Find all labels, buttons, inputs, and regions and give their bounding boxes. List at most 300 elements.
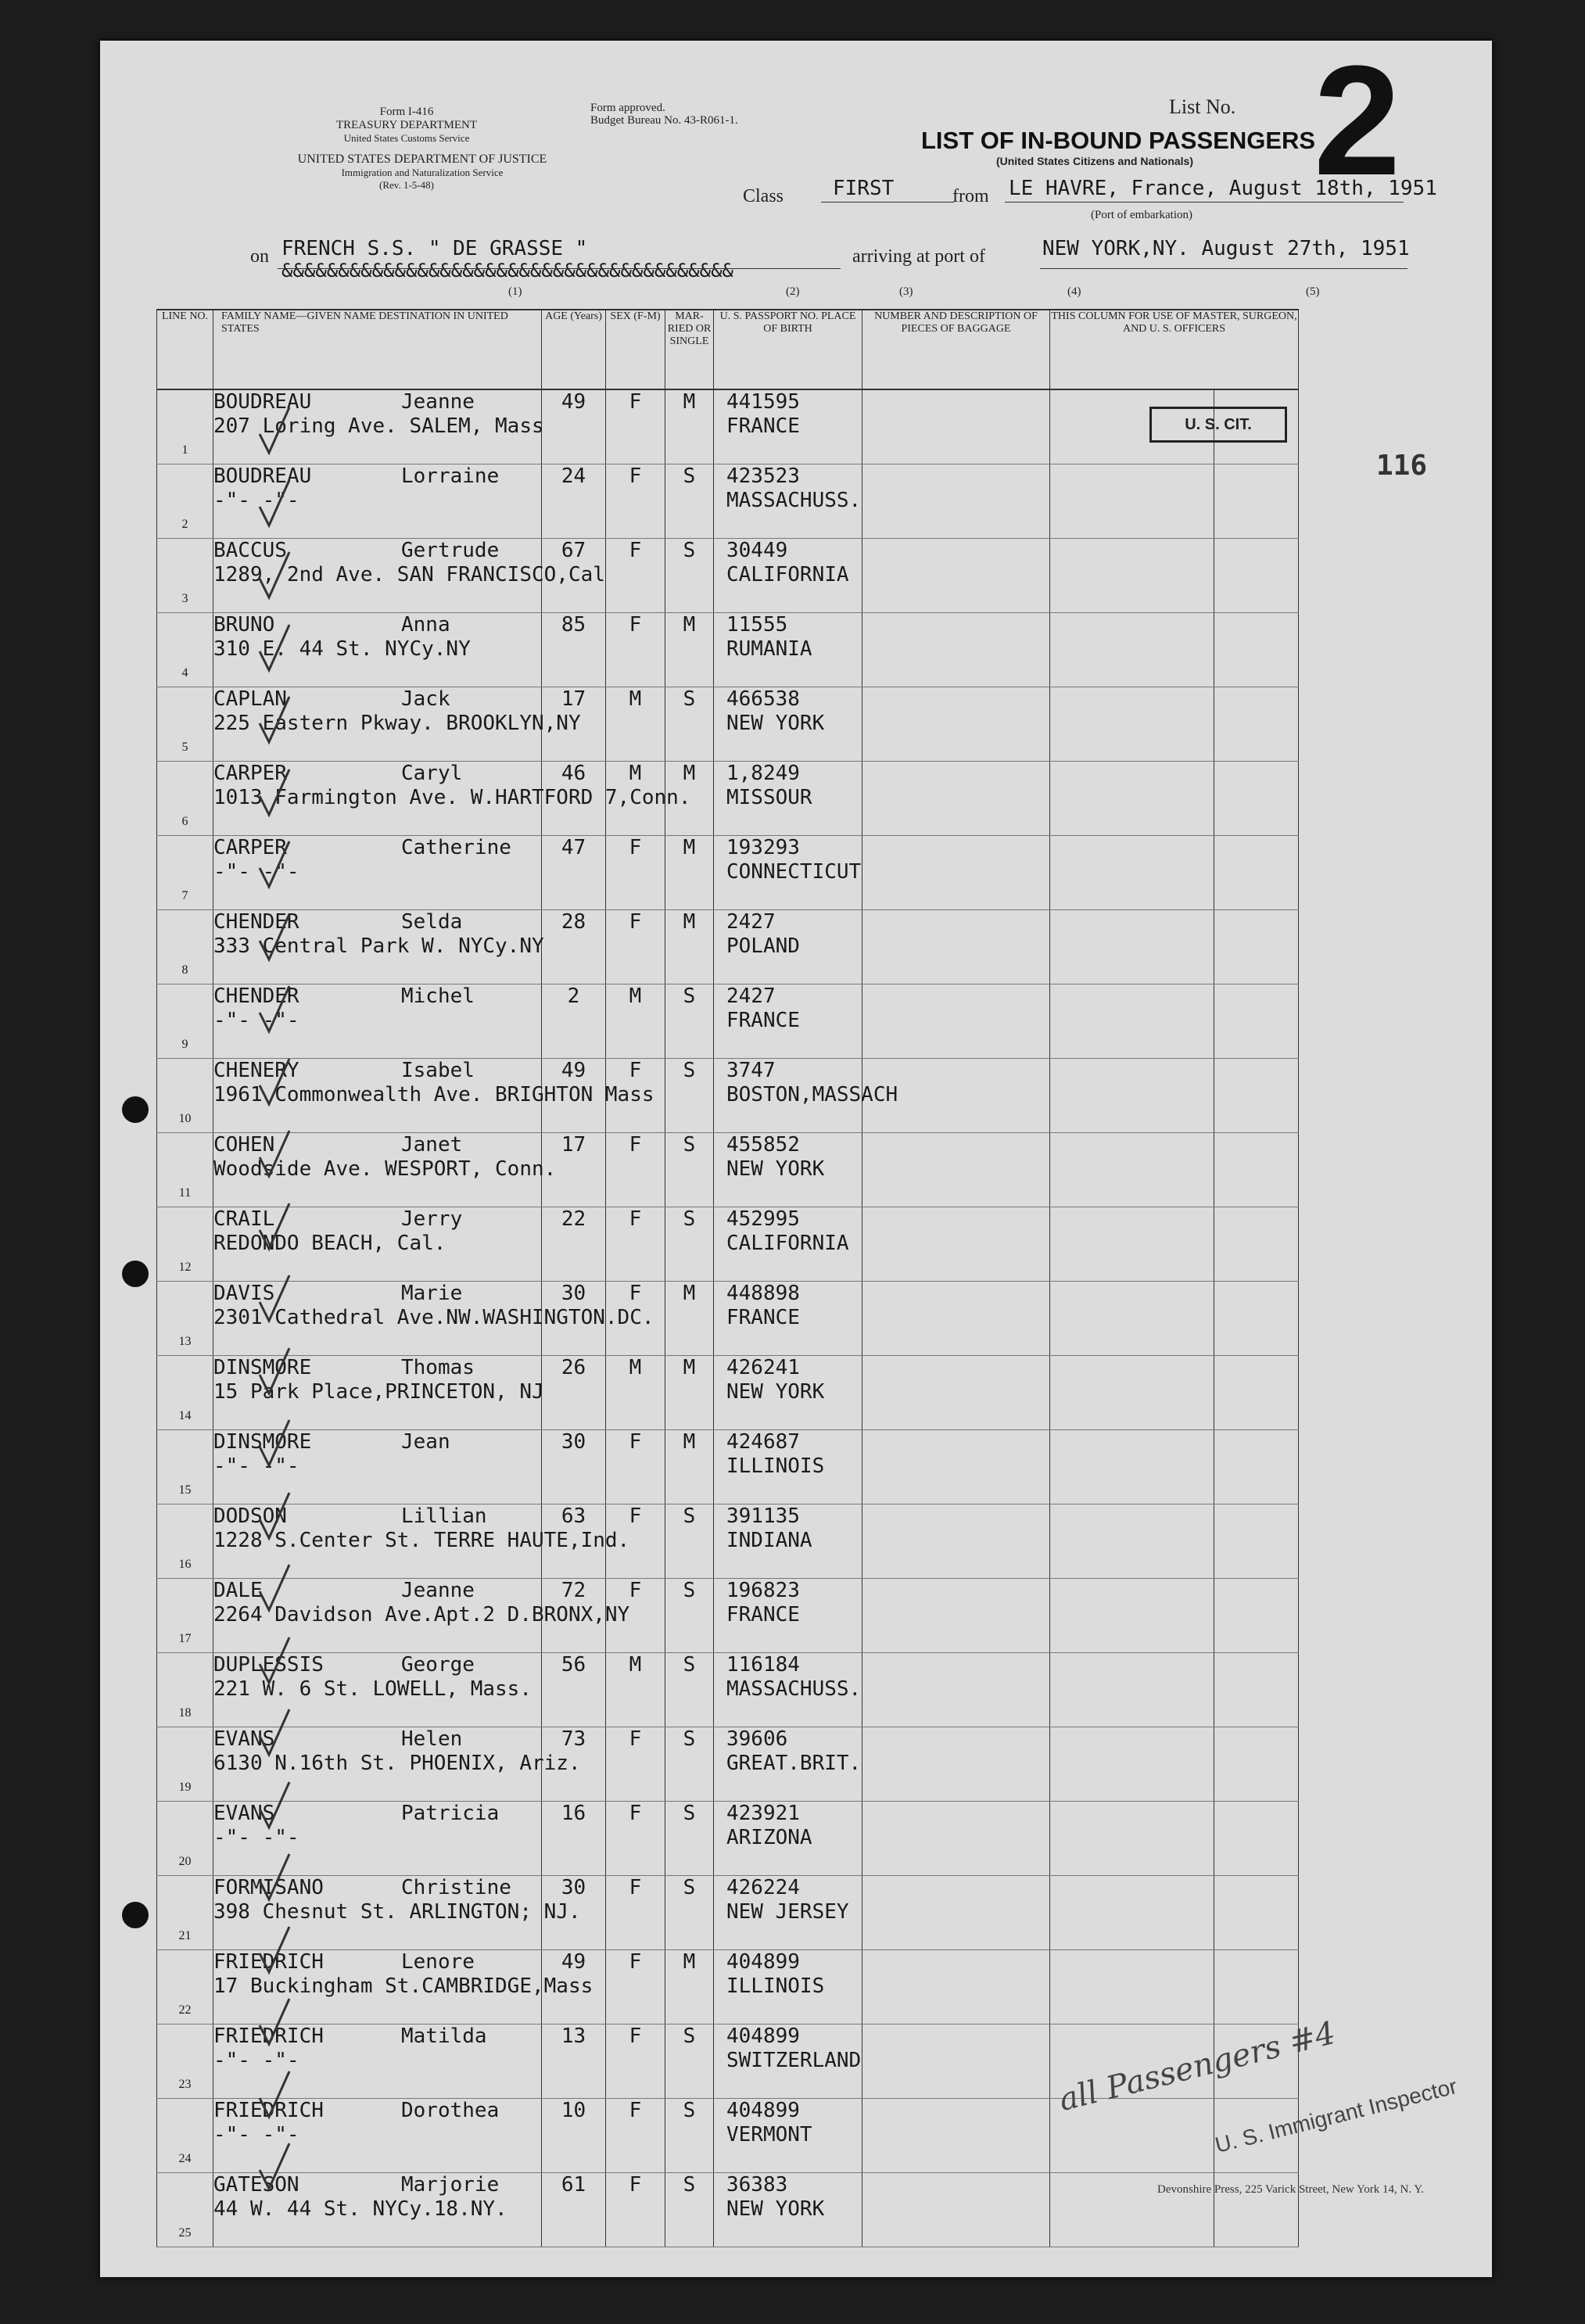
line-number: 10 (178, 1112, 192, 1125)
place-of-birth: NEW YORK (726, 2197, 825, 2221)
passport-number: 36383 (726, 2173, 788, 2197)
sex: F (629, 539, 642, 562)
list-number: 2 (1314, 34, 1401, 208)
line-number: 11 (178, 1186, 192, 1200)
family-name: BOUDREAU (213, 390, 312, 414)
budget-bureau: Budget Bureau No. 43-R061-1. (590, 114, 738, 127)
marital-status: S (683, 1727, 696, 1751)
customs-service: United States Customs Service (343, 132, 470, 144)
age: 24 (561, 464, 586, 488)
punch-hole (122, 1096, 149, 1123)
sex: M (629, 687, 642, 711)
passenger-row (157, 836, 1299, 910)
marital-status: S (683, 1579, 696, 1602)
marital-status: S (683, 2099, 696, 2122)
destination-address: 221 W. 6 St. LOWELL, Mass. (213, 1677, 532, 1701)
col-passport: U. S. PASSPORT NO. PLACE OF BIRTH (714, 310, 862, 389)
place-of-birth: RUMANIA (726, 637, 812, 661)
marital-status: M (683, 1356, 696, 1379)
sex: F (629, 390, 642, 414)
officer-cell (1050, 1950, 1214, 2025)
given-name: Helen (401, 1727, 463, 1751)
given-name: Janet (401, 1133, 463, 1157)
passenger-row (157, 1579, 1299, 1653)
form-approved: Form approved. (590, 102, 665, 114)
form-number: Form I-416 (379, 106, 434, 118)
family-name: DAVIS (213, 1282, 275, 1305)
officer-cell (1050, 984, 1214, 1059)
from-value: LE HAVRE, France, August 18th, 1951 (1009, 177, 1437, 200)
age: 28 (561, 910, 586, 934)
place-of-birth: VERMONT (726, 2123, 812, 2146)
place-of-birth: BOSTON,MASSACH (726, 1083, 898, 1106)
sex: F (629, 1505, 642, 1528)
line-number: 4 (181, 666, 188, 680)
family-name: DALE (213, 1579, 263, 1602)
given-name: Selda (401, 910, 463, 934)
port-embarkation: (Port of embarkation) (1091, 209, 1192, 221)
marital-status: S (683, 984, 696, 1008)
family-name: CHENDER (213, 984, 299, 1008)
passenger-row (157, 984, 1299, 1059)
marital-status: S (683, 539, 696, 562)
passenger-row (157, 1207, 1299, 1282)
destination-address: 6130 N.16th St. PHOENIX, Ariz. (213, 1752, 581, 1775)
age: 30 (561, 1876, 586, 1899)
family-name: BOUDREAU (213, 464, 312, 488)
vessel-overstrike: &&&&&&&&&&&&&&&&&&&&&&&&&&&&&&&&&&&&&&&& (281, 260, 733, 282)
passenger-row (157, 1653, 1299, 1727)
place-of-birth: CALIFORNIA (726, 1232, 849, 1255)
passenger-row (157, 1876, 1299, 1950)
sex: M (629, 1356, 642, 1379)
passport-number: 404899 (726, 1950, 800, 1974)
line-number: 3 (181, 592, 188, 605)
us-cit-stamp: U. S. CIT. (1149, 407, 1287, 443)
passport-number: 423921 (726, 1802, 800, 1825)
passport-number: 426224 (726, 1876, 800, 1899)
age: 46 (561, 762, 586, 785)
officer-cell (1050, 1876, 1214, 1950)
given-name: Caryl (401, 762, 463, 785)
marital-status: M (683, 1282, 696, 1305)
passport-number: 2427 (726, 910, 776, 934)
checkmark-icon (256, 547, 292, 602)
checkmark-icon (256, 692, 292, 747)
age: 67 (561, 539, 586, 562)
sex: F (629, 2099, 642, 2122)
baggage-cell (862, 1802, 1050, 1876)
given-name: Matilda (401, 2025, 487, 2048)
checkmark-icon (256, 1849, 292, 1904)
destination-address: 207 Loring Ave. SALEM, Mass (213, 414, 544, 438)
passport-number: 448898 (726, 1282, 800, 1305)
passport-number: 441595 (726, 390, 800, 414)
checkmark-icon (256, 403, 292, 457)
officer-cell (1050, 910, 1214, 984)
baggage-cell (862, 1950, 1050, 2025)
sex: F (629, 1282, 642, 1305)
passenger-row (157, 613, 1299, 687)
sex: F (629, 2173, 642, 2197)
family-name: EVANS (213, 1727, 275, 1751)
family-name: GATESON (213, 2173, 299, 2197)
destination-address: 310 E. 44 St. NYCy.NY (213, 637, 471, 661)
stamp-number: 116 (1376, 450, 1428, 482)
passenger-row (157, 1802, 1299, 1876)
col-sex: SEX (F-M) (606, 310, 665, 389)
baggage-cell (862, 1430, 1050, 1505)
family-name: COHEN (213, 1133, 275, 1157)
given-name: Patricia (401, 1802, 500, 1825)
sex: F (629, 613, 642, 637)
marital-status: M (683, 1430, 696, 1454)
line-number: 16 (178, 1558, 192, 1571)
baggage-cell (862, 1207, 1050, 1282)
destination-address: 15 Park Place,PRINCETON, NJ (213, 1380, 544, 1404)
place-of-birth: CONNECTICUT (726, 860, 862, 884)
baggage-cell (862, 762, 1050, 836)
passenger-row (157, 539, 1299, 613)
marital-status: M (683, 390, 696, 414)
sex: F (629, 1207, 642, 1231)
inspector-label: U. S. Immigrant Inspector (1212, 2074, 1460, 2157)
line-number: 17 (178, 1632, 192, 1645)
place-of-birth: MASSACHUSS. (726, 489, 862, 512)
handwritten-note: all Passengers #4 (1055, 2014, 1339, 2119)
checkmark-icon (256, 981, 292, 1036)
place-of-birth: NEW JERSEY (726, 1900, 849, 1924)
checkmark-icon (256, 1994, 292, 2049)
officer-cell (1050, 1802, 1214, 1876)
officer-cell (1050, 1430, 1214, 1505)
officer-cell (1050, 687, 1214, 762)
checkmark-icon (256, 1054, 292, 1109)
family-name: FRIEDRICH (213, 2099, 324, 2122)
marital-status: S (683, 1876, 696, 1899)
baggage-cell (862, 613, 1050, 687)
family-name: CARPER (213, 836, 287, 859)
family-name: FORMISANO (213, 1876, 324, 1899)
family-name: FRIEDRICH (213, 1950, 324, 1974)
destination-address: 225 Eastern Pkway. BROOKLYN,NY (213, 712, 581, 735)
given-name: Dorothea (401, 2099, 500, 2122)
checkmark-icon (256, 765, 292, 819)
baggage-cell (862, 1356, 1050, 1430)
baggage-cell (862, 1727, 1050, 1802)
treasury-dept: TREASURY DEPARTMENT (335, 119, 478, 131)
destination-address: 1289, 2nd Ave. SAN FRANCISCO,Cal (213, 563, 605, 586)
passenger-row (157, 1356, 1299, 1430)
place-of-birth: FRANCE (726, 1603, 800, 1626)
marital-status: M (683, 1950, 696, 1974)
passenger-row (157, 1430, 1299, 1505)
baggage-cell (862, 1133, 1050, 1207)
age: 17 (561, 1133, 586, 1157)
age: 49 (561, 1059, 586, 1082)
baggage-cell (862, 464, 1050, 539)
destination-address: 2301 Cathedral Ave.NW.WASHINGTON.DC. (213, 1306, 654, 1329)
ins-service: Immigration and Naturalization Service (341, 167, 504, 178)
officer-cell (1050, 762, 1214, 836)
place-of-birth: FRANCE (726, 1306, 800, 1329)
officer-cell (1050, 1579, 1214, 1653)
passport-number: 30449 (726, 539, 788, 562)
passport-number: 404899 (726, 2025, 800, 2048)
passport-number: 2427 (726, 984, 776, 1008)
sex: F (629, 836, 642, 859)
baggage-cell (862, 1505, 1050, 1579)
marital-status: S (683, 464, 696, 488)
passenger-row (157, 1282, 1299, 1356)
line-number: 19 (178, 1781, 192, 1794)
given-name: Marjorie (401, 2173, 500, 2197)
passport-number: 424687 (726, 1430, 800, 1454)
age: 17 (561, 687, 586, 711)
baggage-cell (862, 1876, 1050, 1950)
given-name: Gertrude (401, 539, 500, 562)
destination-address: Woodside Ave. WESPORT, Conn. (213, 1157, 557, 1181)
sex: M (629, 984, 642, 1008)
marital-status: S (683, 1653, 696, 1677)
destination-address: 44 W. 44 St. NYCy.18.NY. (213, 2197, 507, 2221)
destination-address: -"- -"- (213, 2123, 299, 2146)
class-label: Class (743, 186, 784, 206)
checkmark-icon (256, 909, 292, 964)
family-name: CRAIL (213, 1207, 275, 1231)
given-name: Thomas (401, 1356, 475, 1379)
destination-address: 17 Buckingham St.CAMBRIDGE,Mass (213, 1974, 593, 1998)
line-number: 8 (181, 963, 188, 977)
family-name: CARPER (213, 762, 287, 785)
family-name: CHENDER (213, 910, 299, 934)
given-name: Michel (401, 984, 475, 1008)
officer-cell (1050, 1207, 1214, 1282)
col-married: MAR- RIED OR SINGLE (665, 310, 714, 389)
given-name: Lorraine (401, 464, 500, 488)
sex: F (629, 1133, 642, 1157)
passport-number: 196823 (726, 1579, 800, 1602)
baggage-cell (862, 1282, 1050, 1356)
age: 63 (561, 1505, 586, 1528)
place-of-birth: NEW YORK (726, 712, 825, 735)
given-name: Catherine (401, 836, 511, 859)
destination-address: 333 Central Park W. NYCy.NY (213, 934, 544, 958)
marital-status: S (683, 1133, 696, 1157)
punch-hole (122, 1261, 149, 1287)
age: 73 (561, 1727, 586, 1751)
checkmark-icon (256, 1777, 292, 1832)
checkmark-icon (256, 1922, 292, 1977)
age: 10 (561, 2099, 586, 2122)
line-number: 20 (178, 1855, 192, 1868)
col-name: FAMILY NAME—GIVEN NAME DESTINATION IN UNITED STATES (213, 310, 542, 389)
passenger-row (157, 464, 1299, 539)
destination-address: -"- -"- (213, 1009, 299, 1032)
given-name: Lillian (401, 1505, 487, 1528)
checkmark-icon (256, 1126, 292, 1181)
printer-imprint: Devonshire Press, 225 Varick Street, New York 14, N. Y. (1157, 2183, 1424, 2196)
checkmark-icon (256, 1488, 292, 1543)
destination-address: REDONDO BEACH, Cal. (213, 1232, 446, 1255)
family-name: DODSON (213, 1505, 287, 1528)
place-of-birth: GREAT.BRIT. (726, 1752, 862, 1775)
sex: F (629, 2025, 642, 2048)
checkmark-icon (256, 620, 292, 675)
age: 47 (561, 836, 586, 859)
given-name: Anna (401, 613, 450, 637)
marital-status: M (683, 910, 696, 934)
officer-cell (1050, 1505, 1214, 1579)
passenger-row (157, 2099, 1299, 2173)
marital-status: S (683, 1207, 696, 1231)
passenger-row (157, 1133, 1299, 1207)
officer-cell (1050, 1133, 1214, 1207)
sex: F (629, 1802, 642, 1825)
place-of-birth: ARIZONA (726, 1826, 812, 1849)
passport-number: 404899 (726, 2099, 800, 2122)
sex: F (629, 1950, 642, 1974)
baggage-cell (862, 687, 1050, 762)
marital-status: M (683, 762, 696, 785)
checkmark-icon (256, 475, 292, 530)
place-of-birth: FRANCE (726, 414, 800, 438)
age: 30 (561, 1282, 586, 1305)
baggage-cell (862, 836, 1050, 910)
family-name: BACCUS (213, 539, 287, 562)
destination-address: 1961 Commonwealth Ave. BRIGHTON Mass (213, 1083, 654, 1106)
line-number: 7 (181, 889, 188, 902)
age: 85 (561, 613, 586, 637)
destination-address: 1013 Farmington Ave. W.HARTFORD 7,Conn. (213, 786, 691, 809)
sex: F (629, 1876, 642, 1899)
officer-cell (1050, 1059, 1214, 1133)
place-of-birth: FRANCE (726, 1009, 800, 1032)
passenger-row (157, 1727, 1299, 1802)
marital-status: S (683, 1059, 696, 1082)
age: 30 (561, 1430, 586, 1454)
line-number: 5 (181, 741, 188, 754)
baggage-cell (862, 2025, 1050, 2099)
passenger-row (157, 1950, 1299, 2025)
age: 2 (567, 984, 580, 1008)
marital-status: S (683, 2025, 696, 2048)
line-number: 15 (178, 1483, 192, 1497)
line-number: 14 (178, 1409, 192, 1422)
sex: M (629, 1653, 642, 1677)
checkmark-icon (256, 1633, 292, 1687)
baggage-cell (862, 1653, 1050, 1727)
given-name: Jerry (401, 1207, 463, 1231)
baggage-cell (862, 1579, 1050, 1653)
baggage-cell (862, 539, 1050, 613)
baggage-cell (862, 910, 1050, 984)
line-number: 18 (178, 1706, 192, 1720)
destination-address: -"- -"- (213, 860, 299, 884)
given-name: Jean (401, 1430, 450, 1454)
line-number: 22 (178, 2003, 192, 2017)
passenger-row (157, 687, 1299, 762)
given-name: Lenore (401, 1950, 475, 1974)
checkmark-icon (256, 1415, 292, 1470)
line-number: 9 (181, 1038, 188, 1051)
list-no-label: List No. (1169, 95, 1236, 118)
family-name: DINSMORE (213, 1430, 312, 1454)
revision: (Rev. 1-5-48) (379, 179, 434, 191)
checkmark-icon (256, 1199, 292, 1253)
baggage-cell (862, 2173, 1050, 2247)
family-name: DINSMORE (213, 1356, 312, 1379)
given-name: Marie (401, 1282, 463, 1305)
col-age: AGE (Years) (542, 310, 606, 389)
passenger-row (157, 2173, 1299, 2247)
age: 72 (561, 1579, 586, 1602)
age: 49 (561, 390, 586, 414)
passport-number: 423523 (726, 464, 800, 488)
checkmark-icon (256, 2139, 292, 2193)
destination-address: -"- -"- (213, 2049, 299, 2072)
passenger-row (157, 762, 1299, 836)
given-name: Christine (401, 1876, 511, 1899)
passport-number: 3747 (726, 1059, 776, 1082)
officer-cell (1050, 539, 1214, 613)
place-of-birth: ILLINOIS (726, 1454, 825, 1478)
place-of-birth: POLAND (726, 934, 800, 958)
line-number: 12 (178, 1261, 192, 1274)
family-name: CHENERY (213, 1059, 299, 1082)
officer-cell (1050, 613, 1214, 687)
line-number: 23 (178, 2078, 192, 2091)
family-name: DUPLESSIS (213, 1653, 324, 1677)
officer-cell (1050, 1727, 1214, 1802)
officer-cell (1050, 1653, 1214, 1727)
place-of-birth: SWITZERLAND (726, 2049, 862, 2072)
checkmark-icon (256, 1705, 292, 1759)
passport-number: 391135 (726, 1505, 800, 1528)
place-of-birth: MASSACHUSS. (726, 1677, 862, 1701)
place-of-birth: ILLINOIS (726, 1974, 825, 1998)
age: 16 (561, 1802, 586, 1825)
given-name: Jeanne (401, 390, 475, 414)
officer-cell (1050, 836, 1214, 910)
passport-number: 39606 (726, 1727, 788, 1751)
marital-status: M (683, 836, 696, 859)
justice-dept: UNITED STATES DEPARTMENT OF JUSTICE (297, 152, 547, 166)
passport-number: 426241 (726, 1356, 800, 1379)
checkmark-icon (256, 1271, 292, 1325)
age: 22 (561, 1207, 586, 1231)
destination-address: 2264 Davidson Ave.Apt.2 D.BRONX,NY (213, 1603, 630, 1626)
destination-address: -"- -"- (213, 489, 299, 512)
passport-number: 452995 (726, 1207, 800, 1231)
family-name: CAPLAN (213, 687, 287, 711)
given-name: Isabel (401, 1059, 475, 1082)
place-of-birth: NEW YORK (726, 1380, 825, 1404)
line-number: 13 (178, 1335, 192, 1348)
sex: M (629, 762, 642, 785)
passenger-table (156, 309, 1299, 2247)
place-of-birth: CALIFORNIA (726, 563, 849, 586)
given-name: Jack (401, 687, 450, 711)
place-of-birth: INDIANA (726, 1529, 812, 1552)
passport-number: 1,8249 (726, 762, 800, 785)
officer-cell (1050, 1356, 1214, 1430)
line-number: 24 (178, 2152, 192, 2165)
class-value: FIRST (833, 177, 895, 200)
officer-cell (1050, 464, 1214, 539)
marital-status: M (683, 613, 696, 637)
destination-address: -"- -"- (213, 1454, 299, 1478)
